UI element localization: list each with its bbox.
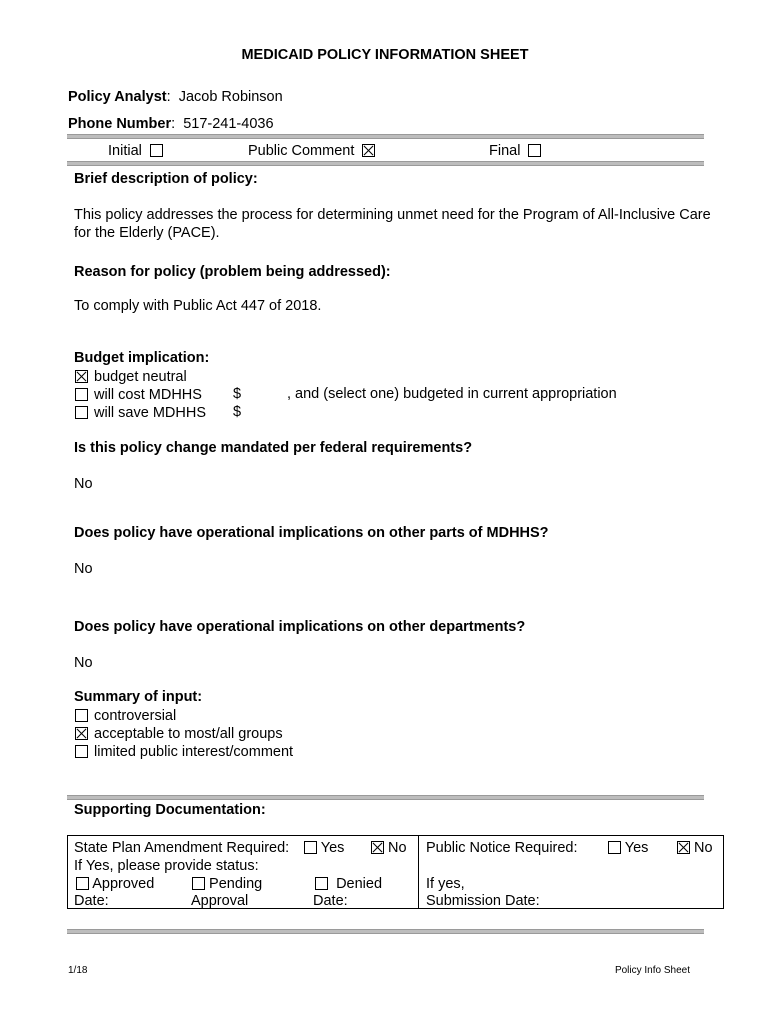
approved-checkbox[interactable] — [76, 877, 89, 890]
will-save-option — [75, 404, 206, 422]
op-mdhhs-heading: Does policy have operational implications on other parts of MDHHS? — [74, 525, 549, 541]
budget-neutral-checkbox[interactable] — [75, 370, 88, 383]
pn-yes-label: Yes — [624, 840, 649, 856]
approval-label: Approval — [191, 893, 249, 909]
approved-option — [76, 875, 154, 893]
date-label-1: Date: — [74, 893, 109, 909]
spa-no-label: No — [388, 840, 407, 856]
will-cost-checkbox[interactable] — [75, 388, 88, 401]
will-cost-option — [75, 386, 202, 404]
limited-option — [75, 743, 293, 761]
acceptable-checkbox[interactable] — [75, 727, 88, 740]
divider — [67, 795, 704, 800]
limited-label: limited public interest/comment — [94, 744, 294, 760]
final-label: Final — [489, 143, 521, 159]
will-save-label: will save MDHHS — [94, 405, 206, 421]
date-label-2: Date: — [313, 893, 348, 909]
will-save-checkbox[interactable] — [75, 406, 88, 419]
initial-label: Initial — [108, 143, 142, 159]
will-cost-suffix: , and (select one) budgeted in current appropriation — [287, 386, 617, 402]
federal-answer: No — [74, 476, 93, 492]
pn-label: Public Notice Required: — [426, 840, 578, 856]
page-title: MEDICAID POLICY INFORMATION SHEET — [241, 47, 529, 63]
final-checkbox[interactable] — [528, 144, 541, 157]
initial-checkbox[interactable] — [150, 144, 163, 157]
pending-checkbox[interactable] — [192, 877, 205, 890]
spa-yes-checkbox[interactable] — [304, 841, 317, 854]
federal-heading: Is this policy change mandated per federal requirements? — [74, 440, 473, 456]
spa-label: State Plan Amendment Required: — [74, 840, 290, 856]
will-save-dollar: $ — [233, 404, 242, 420]
table-divider — [418, 836, 419, 908]
op-mdhhs-answer: No — [74, 561, 93, 577]
will-cost-label: will cost MDHHS — [94, 387, 202, 403]
spa-no-option — [371, 839, 407, 857]
controversial-label: controversial — [94, 708, 177, 724]
reason-heading: Reason for policy (problem being addressed): — [74, 264, 391, 280]
supporting-documentation-table — [67, 835, 724, 909]
divider — [67, 161, 704, 166]
policy-analyst-value: Jacob Robinson — [178, 89, 283, 105]
denied-label: Denied — [336, 876, 383, 892]
controversial-checkbox[interactable] — [75, 709, 88, 722]
status-prompt: If Yes, please provide status: — [74, 858, 259, 874]
status-initial — [108, 143, 163, 159]
spa-yes-label: Yes — [320, 840, 345, 856]
spa-no-checkbox[interactable] — [371, 841, 384, 854]
public-comment-label: Public Comment — [248, 143, 355, 159]
policy-analyst-row: Policy Analyst: Jacob Robinson — [68, 89, 283, 105]
denied-checkbox[interactable] — [315, 877, 328, 890]
phone-value: 517-241-4036 — [183, 116, 274, 132]
pn-no-option — [677, 839, 713, 857]
submission-date-label: Submission Date: — [426, 893, 540, 909]
public-comment-checkbox[interactable] — [362, 144, 375, 157]
budget-neutral-label: budget neutral — [94, 369, 187, 385]
pn-yes-checkbox[interactable] — [608, 841, 621, 854]
reason-text: To comply with Public Act 447 of 2018. — [74, 298, 322, 314]
divider — [67, 929, 704, 934]
status-public-comment — [248, 143, 375, 159]
phone-label: Phone Number — [68, 116, 172, 132]
acceptable-option — [75, 725, 283, 743]
pending-label: Pending — [209, 876, 263, 892]
op-depts-heading: Does policy have operational implications on other departments? — [74, 619, 526, 635]
pn-yes-option — [608, 839, 648, 857]
acceptable-label: acceptable to most/all groups — [94, 726, 283, 742]
controversial-option — [75, 707, 176, 725]
spa-yes-option — [304, 839, 344, 857]
denied-option — [315, 875, 382, 893]
page-number: 1/18 — [68, 965, 88, 976]
limited-checkbox[interactable] — [75, 745, 88, 758]
approved-label: Approved — [92, 876, 155, 892]
if-yes-label: If yes, — [426, 876, 465, 892]
brief-heading: Brief description of policy: — [74, 171, 258, 187]
pending-option — [192, 875, 262, 893]
brief-text: This policy addresses the process for determining unmet need for the Program of All-Inclusive Care for the Elderly (PACE). — [74, 207, 711, 241]
budget-neutral-option — [75, 368, 187, 386]
summary-heading: Summary of input: — [74, 689, 203, 705]
policy-analyst-label: Policy Analyst — [68, 89, 167, 105]
phone-row: Phone Number: 517-241-4036 — [68, 116, 274, 132]
pn-no-label: No — [694, 840, 713, 856]
status-final — [489, 143, 541, 159]
divider — [67, 134, 704, 139]
op-depts-answer: No — [74, 655, 93, 671]
will-cost-dollar: $ — [233, 386, 242, 402]
pn-no-checkbox[interactable] — [677, 841, 690, 854]
supporting-heading: Supporting Documentation: — [74, 802, 266, 818]
footer-title: Policy Info Sheet — [614, 965, 690, 976]
budget-heading: Budget implication: — [74, 350, 210, 366]
